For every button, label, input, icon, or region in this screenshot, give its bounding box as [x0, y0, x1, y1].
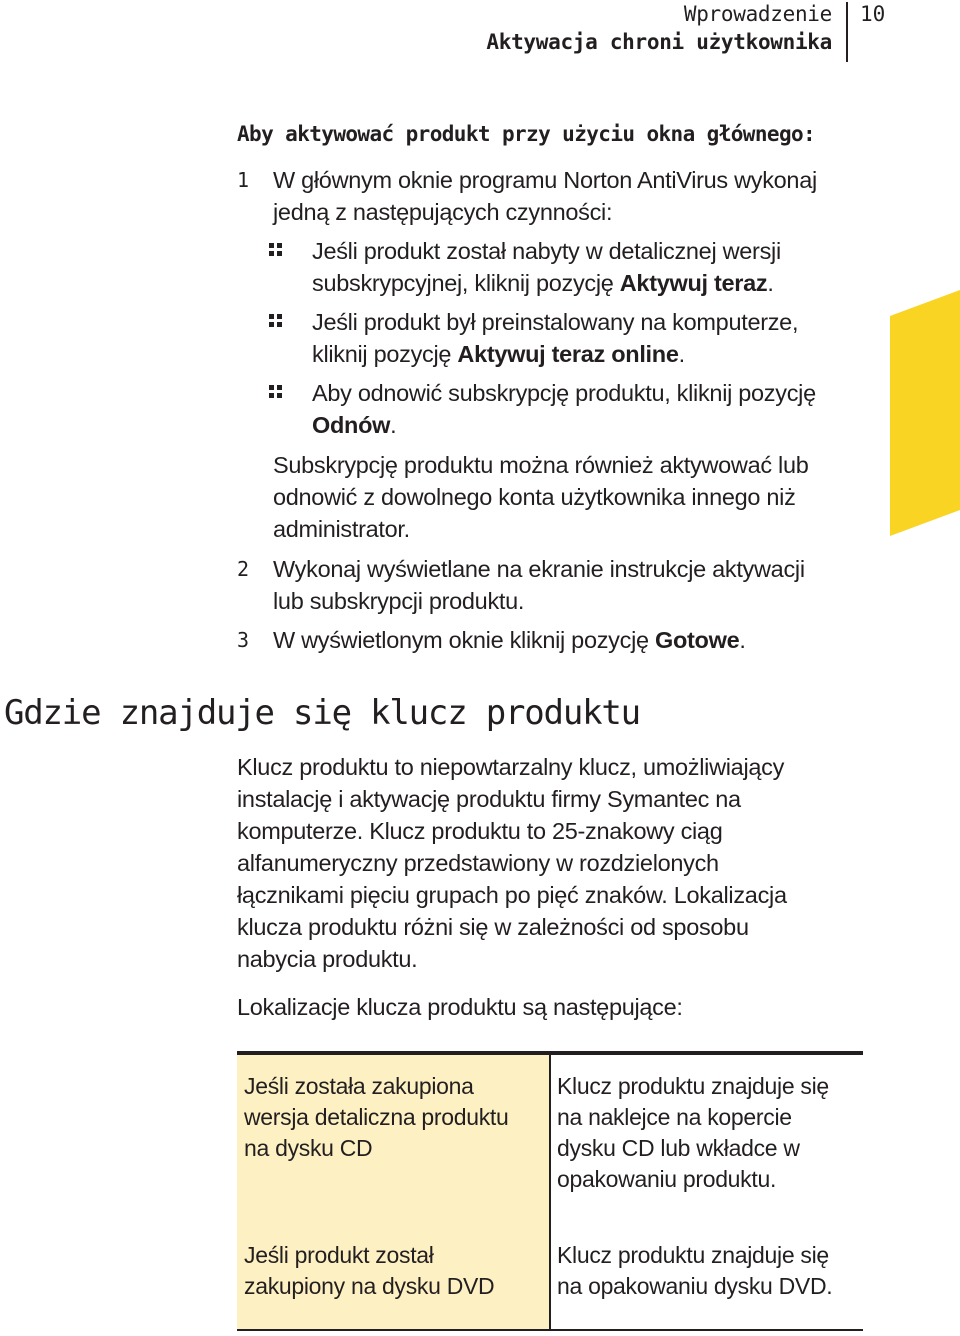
ui-term-activate-now: Aktywuj teraz	[619, 270, 768, 296]
bullet-item: Jeśli produkt został nabyty w detalicznej wersji subskrypcyjnej, kliknij pozycję Aktywuj teraz.	[312, 238, 781, 296]
section-heading: Gdzie znajduje się klucz produktu	[4, 693, 640, 733]
step-text: W wyświetlonym oknie kliknij pozycję Gotowe.	[273, 627, 746, 653]
bullet-item: Aby odnowić subskrypcję produktu, kliknij pozycję Odnów.	[312, 380, 816, 438]
ui-term-done: Gotowe	[655, 627, 740, 653]
ui-term-renew: Odnów	[312, 412, 391, 438]
header-chapter-title: Aktywacja chroni użytkownika	[486, 30, 832, 54]
page-number: 10	[860, 2, 886, 26]
ui-term-activate-online: Aktywuj teraz online	[457, 341, 679, 367]
procedure-title: Aby aktywować produkt przy użyciu okna głównego:	[237, 122, 816, 146]
header-divider	[846, 2, 848, 62]
bullet-icon	[269, 243, 283, 257]
bullet-item: Jeśli produkt był preinstalowany na komputerze, kliknij pozycję Aktywuj teraz online.	[312, 309, 799, 367]
step-number: 1	[237, 168, 250, 192]
bullet-icon	[269, 385, 283, 399]
table-row: Jeśli produkt został zakupiony na dysku DVD	[244, 1242, 495, 1299]
step-number: 3	[237, 628, 250, 652]
bullet-icon	[269, 314, 283, 328]
header-section-title: Wprowadzenie	[683, 2, 832, 26]
step-note: Subskrypcję produktu można również aktywować lub odnowić z dowolnego konta użytkownika innego niż administrator.	[273, 452, 809, 542]
step-text: W głównym oknie programu Norton AntiVirus wykonaj jedną z następujących czynności:	[273, 167, 817, 225]
body-paragraph: Klucz produktu to niepowtarzalny klucz, umożliwiający instalację i aktywację produktu firmy Symantec na komputerze. Klucz produktu to 25-znakowy ciąg alfanumeryczny przedstawiony w rozdzielonych łącznikami pięciu grupach po pięć znaków. Lokalizacja klucza produktu różni się w zależności od sposobu nabycia produktu.	[237, 754, 787, 972]
product-key-table	[237, 1051, 863, 1332]
step-text: Wykonaj wyświetlane na ekranie instrukcje aktywacji lub subskrypcji produktu.	[273, 556, 805, 614]
running-header	[486, 0, 832, 56]
table-row: Klucz produktu znajduje się na opakowaniu dysku DVD.	[557, 1242, 833, 1299]
table-row: Klucz produktu znajduje się na naklejce na kopercie dysku CD lub wkładce w opakowaniu produktu.	[557, 1073, 829, 1192]
table-intro: Lokalizacje klucza produktu są następujące:	[237, 994, 683, 1020]
step-number: 2	[237, 557, 250, 581]
table-row: Jeśli została zakupiona wersja detaliczna produktu na dysku CD	[244, 1073, 509, 1161]
